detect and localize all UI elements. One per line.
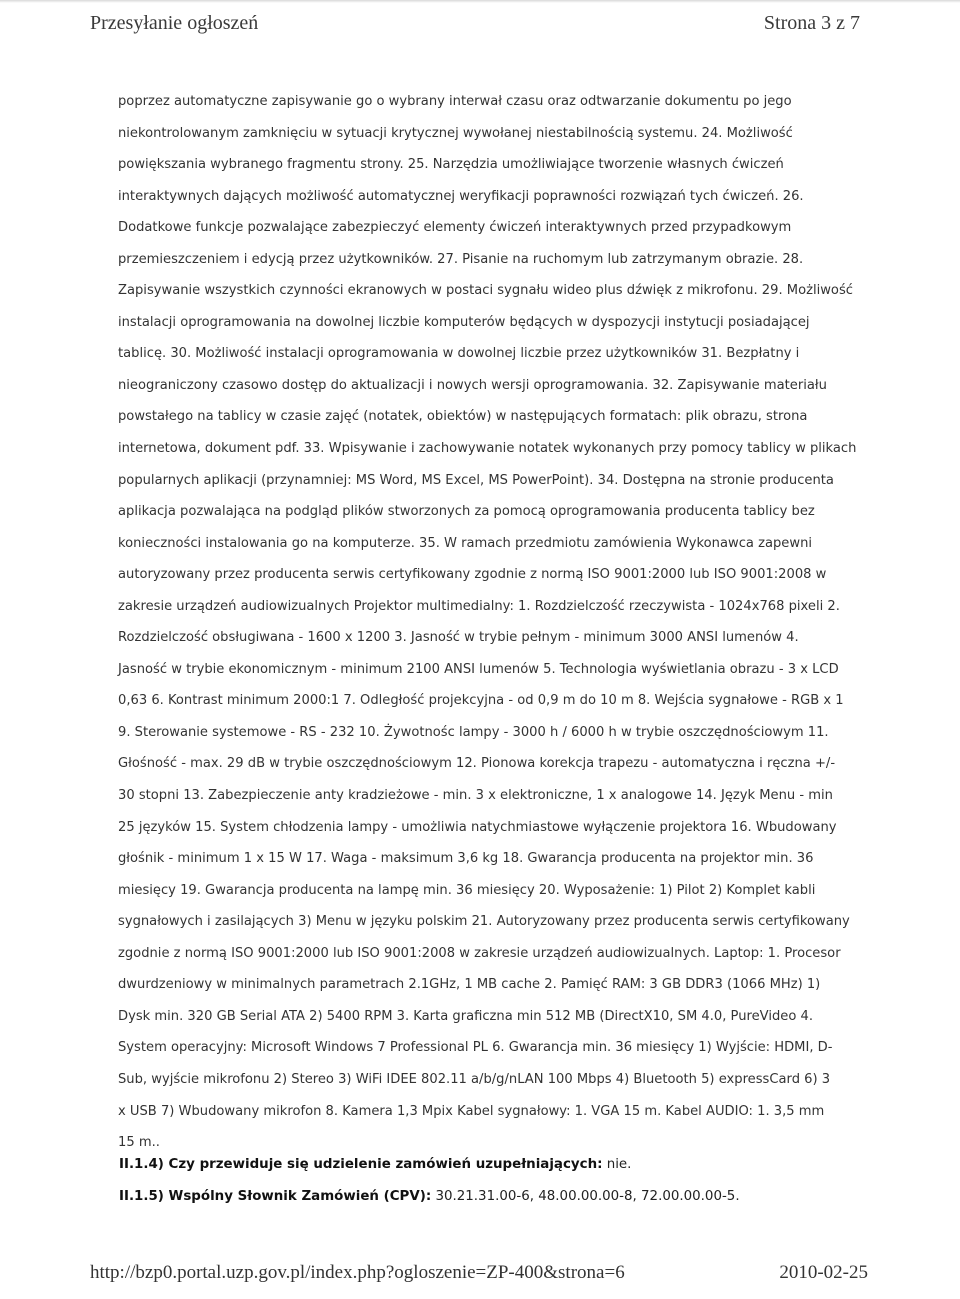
body-line: x USB 7) Wbudowany mikrofon 8. Kamera 1,3 Mpix Kabel sygnałowy: 1. VGA 15 m. Kabel AUDIO: 1. 3,5 mm [118,1103,825,1119]
section-value: nie. [602,1157,632,1172]
body-line: Sub, wyjście mikrofonu 2) Stereo 3) WiFi IDEE 802.11 a/b/g/nLAN 100 Mbps 4) Bluetooth 5) expressCard 6) 3 [118,1071,831,1087]
scan-top-edge [0,0,960,3]
section-ii-1-5 [119,1189,740,1204]
body-line: popularnych aplikacji (przynamniej: MS Word, MS Excel, MS PowerPoint). 34. Dostępna na stronie producenta [118,472,834,488]
body-line: 15 m.. [118,1135,160,1151]
body-line: Zapisywanie wszystkich czynności ekranowych w postaci sygnału wideo plus dźwięk z mikrofonu. 29. Możliwość [118,283,853,299]
footer-url: http://bzp0.portal.uzp.gov.pl/index.php?ogloszenie=ZP-400&strona=6 [90,1262,625,1283]
body-line: aplikacja pozwalająca na podgląd plików stworzonych za pomocą oprogramowania producenta tablicy bez [118,504,815,520]
page-number: Strona 3 z 7 [763,12,860,34]
body-line: Dysk min. 320 GB Serial ATA 2) 5400 RPM 3. Karta graficzna min 512 MB (DirectX10, SM 4.0, PureVideo 4. [118,1008,814,1024]
body-line: sygnałowych i zasilających 3) Menu w języku polskim 21. Autoryzowany przez producenta serwis certyfikowany [118,914,850,930]
section-label: II.1.5) Wspólny Słownik Zamówień (CPV): [119,1189,432,1204]
body-line: 0,63 6. Kontrast minimum 2000:1 7. Odległość projekcyjna - od 0,9 m do 10 m 8. Wejścia sygnałowe - RGB x 1 [118,693,844,709]
body-line: zgodnie z normą ISO 9001:2000 lub ISO 9001:2008 w zakresie urządzeń audiowizualnych. Laptop: 1. Procesor [118,945,841,961]
body-line: 9. Sterowanie systemowe - RS - 232 10. Żywotnośc lampy - 3000 h / 6000 h w trybie oszczędnościowym 11. [118,724,829,740]
section-label: II.1.4) Czy przewiduje się udzielenie zamówień uzupełniających: [119,1157,603,1172]
body-line: tablicę. 30. Możliwość instalacji oprogramowania w dowolnej liczbie przez użytkowników 31. Bezpłatny i [118,346,800,362]
body-line: głośnik - minimum 1 x 15 W 17. Waga - maksimum 3,6 kg 18. Gwarancja producenta na projektor min. 36 [118,851,814,867]
body-line: poprzez automatyczne zapisywanie go o wybrany interwał czasu oraz odtwarzanie dokumentu po jego [118,94,792,109]
document-body [118,86,874,1159]
section-value: 30.21.31.00-6, 48.00.00.00-8, 72.00.00.00-5. [431,1189,740,1204]
body-line: powiększania wybranego fragmentu strony. 25. Narzędzia umożliwiające tworzenie własnych ćwiczeń [118,157,784,173]
body-line: 25 języków 15. System chłodzenia lampy - umożliwia natychmiastowe wyłączenie projektora 16. Wbudowany [118,819,837,835]
body-line: zakresie urządzeń audiowizualnych Projektor multimedialny: 1. Rozdzielczość rzeczywista - 1024x768 pixeli 2. [118,598,840,614]
body-line: autoryzowany przez producenta serwis certyfikowany zgodnie z normą ISO 9001:2000 lub ISO 9001:2008 w [118,567,827,583]
body-line: przemieszczeniem i edycją przez użytkowników. 27. Pisanie na ruchomym lub zatrzymanym obrazie. 28. [118,251,804,267]
body-line: interaktywnych dających możliwość automatycznej weryfikacji poprawności rozwiązań tych ćwiczeń. 26. [118,188,804,204]
body-line: niekontrolowanym zamknięciu w sytuacji krytycznej wywołanej niestabilnością systemu. 24. Możliwość [118,125,793,141]
body-line: nieograniczony czasowo dostęp do aktualizacji i nowych wersji oprogramowania. 32. Zapisywanie materiału [118,377,827,393]
body-line: konieczności instalowania go na komputerze. 35. W ramach przedmiotu zamówienia Wykonawca zapewni [118,535,813,551]
body-line: powstałego na tablicy w czasie zajęć (notatek, obiektów) w następujących formatach: plik obrazu, strona [118,409,808,425]
section-ii-1-4 [119,1157,631,1172]
body-line: instalacji oprogramowania na dowolnej liczbie komputerów będących w dyspozycji instytucji posiadającej [118,314,810,330]
body-line: System operacyjny: Microsoft Windows 7 Professional PL 6. Gwarancja min. 36 miesięcy 1) Wyjście: HDMI, D- [118,1040,833,1056]
body-line: Rozdzielczość obsługiwana - 1600 x 1200 3. Jasność w trybie pełnym - minimum 3000 ANSI lumenów 4. [118,630,799,646]
footer-date: 2010-02-25 [779,1262,868,1283]
body-line: miesięcy 19. Gwarancja producenta na lampę min. 36 miesięcy 20. Wyposażenie: 1) Pilot 2) Komplet kabli [118,882,816,898]
body-line: internetowa, dokument pdf. 33. Wpisywanie i zachowywanie notatek wykonanych przy pomocy tablicy w plikach [118,441,857,457]
body-line: Głośność - max. 29 dB w trybie oszczędnościowym 12. Pionowa korekcja trapezu - automatyczna i ręczna +/- [118,756,836,772]
body-line: dwurdzeniowy w minimalnych parametrach 2.1GHz, 1 MB cache 2. Pamięć RAM: 3 GB DDR3 (1066 MHz) 1) [118,977,821,993]
body-line: Jasność w trybie ekonomicznym - minimum 2100 ANSI lumenów 5. Technologia wyświetlania obrazu - 3 x LCD [118,661,839,677]
body-line: Dodatkowe funkcje pozwalające zabezpieczyć elementy ćwiczeń interaktywnych przed przypadkowym [118,220,792,236]
body-line: 30 stopni 13. Zabezpieczenie anty kradzieżowe - min. 3 x elektroniczne, 1 x analogowe 14. Język Menu - min [118,788,833,804]
page-header-title: Przesyłanie ogłoszeń [90,12,259,34]
